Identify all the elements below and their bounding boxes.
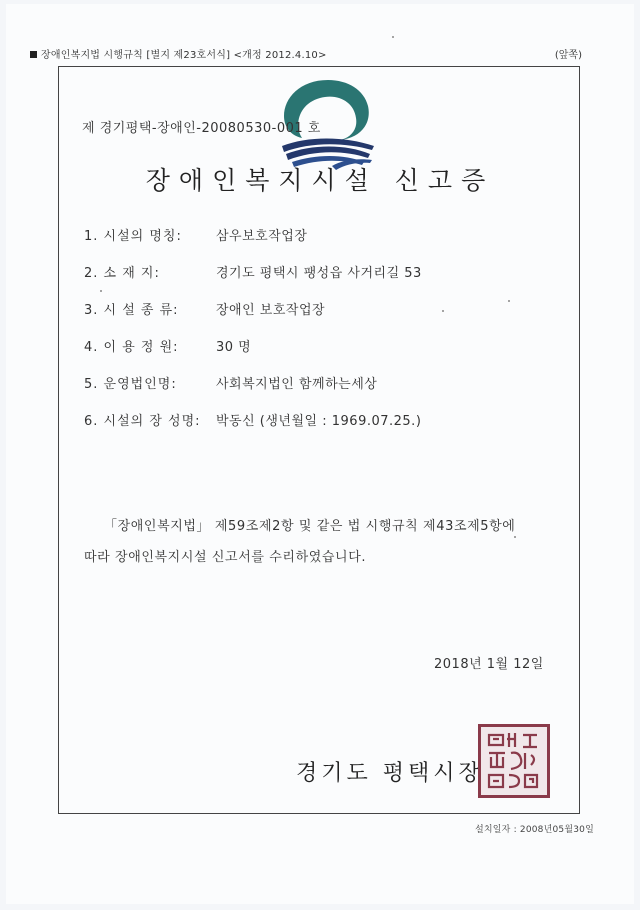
statement-line-2: 따라 장애인복지시설 신고서를 수리하였습니다. — [84, 550, 367, 565]
field-label: 4. 이 용 정 원: — [84, 340, 179, 355]
installation-date: 설치일자 : 2008년05월30일 — [474, 825, 594, 835]
issuer-name: 경기도 평택시장 — [296, 761, 484, 786]
seal-stamp-icon — [481, 727, 547, 795]
field-value: 사회복지법인 함께하는세상 — [216, 377, 378, 392]
field-label: 1. 시설의 명칭: — [84, 229, 182, 244]
scan-speck — [392, 36, 394, 38]
form-reference-text: 장애인복지법 시행규칙 [별지 제23호서식] <개정 2012.4.10> — [41, 50, 327, 61]
scan-speck — [508, 300, 510, 302]
statement-line-1: 「장애인복지법」 제59조제2항 및 같은 법 시행규칙 제43조제5항에 — [104, 519, 516, 534]
field-value: 경기도 평택시 팽성읍 사거리길 53 — [216, 266, 422, 281]
registration-number: 제 경기평택-장애인-20080530-001 호 — [82, 121, 321, 136]
scan-speck — [442, 310, 444, 312]
form-reference — [30, 46, 327, 61]
scan-speck — [100, 290, 102, 292]
field-value: 삼우보호작업장 — [216, 229, 308, 244]
field-label: 3. 시 설 종 류: — [84, 303, 179, 318]
field-value: 30 명 — [216, 340, 252, 355]
field-value: 박동신 (생년월일 : 1969.07.25.) — [216, 414, 422, 429]
field-label: 2. 소 재 지: — [84, 266, 160, 281]
issue-date: 2018년 1월 12일 — [434, 657, 544, 672]
square-bullet-icon — [30, 51, 37, 58]
certificate-title: 장애인복지시설 신고증 — [145, 166, 495, 195]
field-label: 6. 시설의 장 성명: — [84, 414, 201, 429]
official-seal — [478, 724, 550, 798]
scan-speck — [514, 536, 516, 538]
field-label: 5. 운영법인명: — [84, 377, 177, 392]
page-side-label: (앞쪽) — [554, 50, 582, 61]
field-value: 장애인 보호작업장 — [216, 303, 326, 318]
